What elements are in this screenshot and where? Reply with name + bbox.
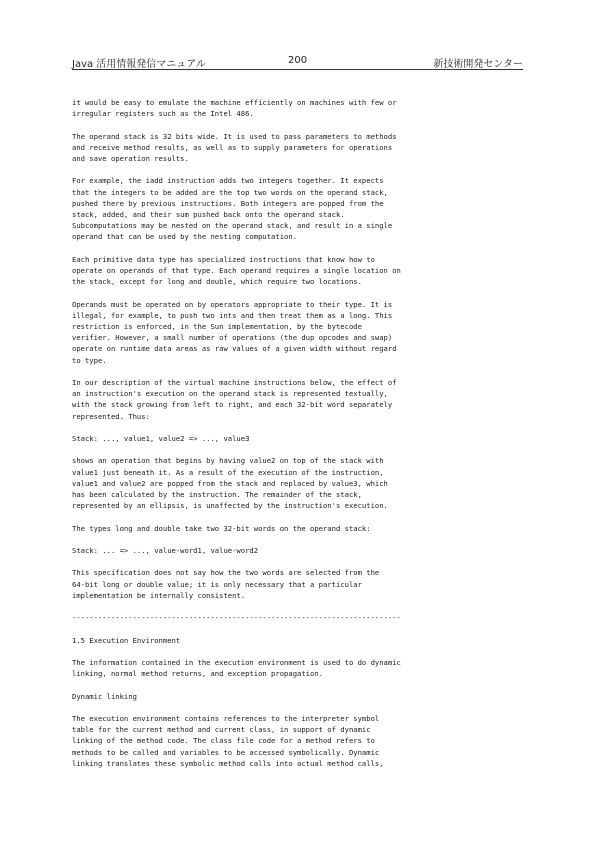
- paragraph: For example, the iadd instruction adds two integers together. It expects that the integers to be added are the top two words on the operand stack, pushed there by previous instructions. Both integers are popped from the stack, added, and their sum pushed back onto the operand stack. Subcomputations may be nested on the operand stack, and result in a single operand that can be used by the nesting computation.: [72, 176, 393, 242]
- paragraph: Operands must be operated on by operators appropriate to their type. It is illegal, for example, to push two ints and then treat them as a long. This restriction is enforced, in the Sun implementation, by the bytecode verifier. However, a small number of operations (the dup opcodes and swap) operate on runtime data areas as raw values of a given width without regard to type.: [72, 299, 397, 365]
- subsection-heading: Dynamic linking: [72, 691, 137, 701]
- paragraph: The information contained in the execution environment is used to do dynamic linking, normal method returns, and exception propagation.: [72, 657, 401, 679]
- paragraph: This specification does not say how the two words are selected from the 64-bit long or double value; it is only necessary that a particular implementation be internally consistent.: [72, 568, 380, 600]
- paragraph: shows an operation that begins by having value2 on top of the stack with value1 just beneath it. As a result of the execution of the instruction, value1 and value2 are popped from the stack and replaced by value3, which has been calculated by the instruction. The remainder of the stack, represented by an ellipsis, is unaffected by the instruction's execution.: [72, 456, 388, 511]
- paragraph: The types long and double take two 32-bit words on the operand stack:: [72, 523, 371, 533]
- page-header: [72, 55, 523, 69]
- stack-notation: Stack: ... => ..., value-word1, value-word2: [72, 545, 259, 555]
- paragraph: The operand stack is 32 bits wide. It is used to pass parameters to methods and receive method results, as well as to supply parameters for operations and save operation results.: [72, 131, 397, 163]
- stack-notation: Stack: ..., value1, value2 => ..., value3: [72, 434, 250, 443]
- header-organization: 新技術開発センター: [433, 59, 523, 70]
- paragraph: it would be easy to emulate the machine efficiently on machines with few or irregular registers such as the Intel 486.: [72, 98, 397, 119]
- paragraph: In our description of the virtual machine instructions below, the effect of an instruction's execution on the operand stack is represented textually, with the stack growing from left to right, and each 32-bit word separately represented. Thus:: [72, 378, 397, 421]
- paragraph: The execution environment contains references to the interpreter symbol table for the current method and current class, in support of dynamic linking of the method code. The class file code for a method refers to methods to be called and variables to be accessed symbolically. Dynamic linking translates these symbolic method calls into actual method calls,: [72, 713, 384, 768]
- header-rule: [72, 69, 523, 70]
- page-number: 200: [288, 55, 308, 66]
- section-heading: 1.5 Execution Environment: [72, 635, 181, 645]
- header-title: Java 活用情報発信マニュアル: [72, 59, 206, 70]
- document-body: [72, 97, 452, 780]
- section-divider: ----------------------------------------------------------------------------: [72, 613, 401, 623]
- paragraph: Each primitive data type has specialized instructions that know how to operate on operands of that type. Each operand requires a single location on the stack, except for long and double, which require two locations.: [72, 254, 401, 287]
